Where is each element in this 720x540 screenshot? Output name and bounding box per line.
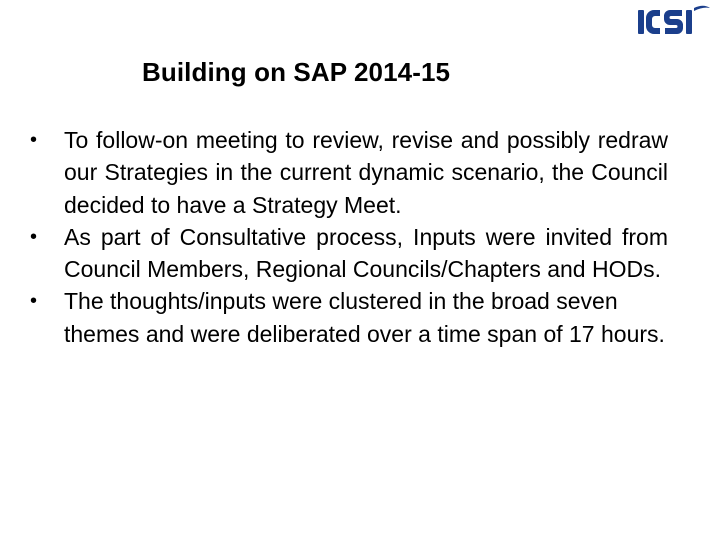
bullet-text: As part of Consultative process, Inputs were invited from Council Members, Regional Councils/Chapters and HODs. (64, 223, 668, 283)
bullet-item (28, 124, 668, 221)
icsi-logo-mark (636, 4, 712, 38)
bullet-list (28, 124, 668, 350)
bullet-dot: • (30, 129, 38, 151)
icsi-logo (636, 4, 712, 38)
bullet-dot: • (30, 225, 38, 248)
bullet-dot: • (30, 290, 38, 313)
slide-title: Building on SAP 2014-15 (142, 57, 451, 87)
bullet-item (28, 221, 668, 286)
bullet-text: To follow-on meeting to review, revise and possibly redraw our Strategies in the current dynamic scenario, the Council decided to have a Strategy Meet. (64, 127, 668, 218)
bullet-text: The thoughts/inputs were clustered in the broad seven themes and were deliberated over a time span of 17 hours. (64, 288, 665, 347)
bullet-item (28, 285, 668, 350)
